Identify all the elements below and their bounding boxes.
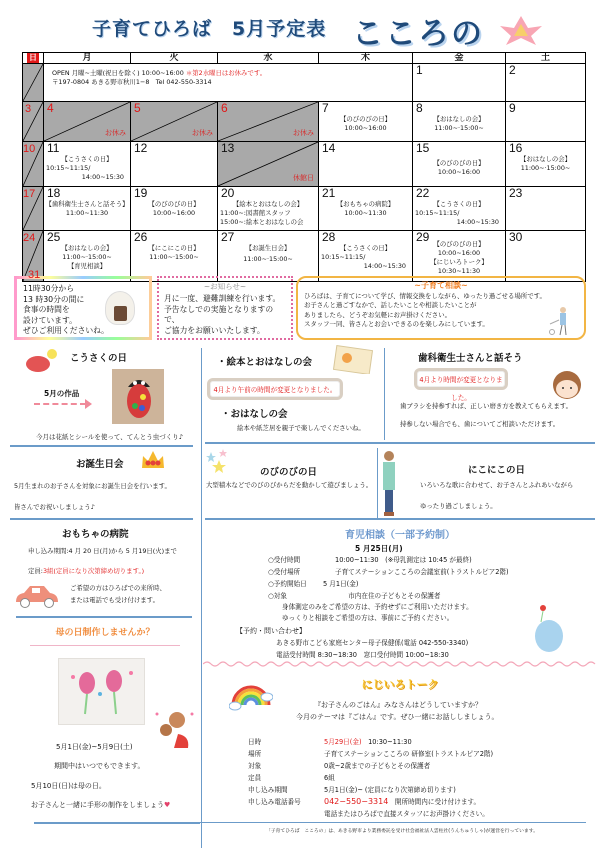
onigiri-icon	[105, 291, 135, 325]
day-cell: 9	[506, 102, 586, 142]
notice-line: 月に一度、避難訓練を行います。	[164, 294, 281, 303]
kousaku-label: 5月の作品	[44, 389, 80, 398]
calendar-week-4	[23, 187, 586, 231]
mothers-day-line-1: 期間中はいつでもできます。	[54, 762, 145, 770]
ikuji-contact-2: 電話受付時間 8:30~18:30 窓口受付時間 10:00~18:30	[276, 651, 449, 659]
ikuji-contact-1: あきる野市こども家庭センター母子保健係(電話 042-550-3340)	[276, 639, 469, 647]
ladybug-illustration-icon	[24, 348, 60, 374]
day-cell: 12	[131, 142, 218, 187]
divider	[34, 822, 200, 824]
nobinobi-text: 大型積木などでのびのびからだを動かして遊びましょう。	[206, 481, 373, 489]
ikuji-note-1: 身体測定のみをご希望の方は、予約せずにご利用いただけます。	[282, 603, 473, 611]
nijiiro-row: 場所 子育てステーションこころの 研修室(トラストルピア2階)	[248, 750, 494, 758]
dental-change-notice: 4月より時間が変更となりました。	[414, 368, 508, 390]
nijiiro-row: 日時 5月29日(金) 10:30~11:30	[248, 738, 412, 746]
day-cell: 25 【おはなしの会】 11:00~·15:00~ 【育児相談】	[44, 231, 131, 282]
birthday-title: お誕生日会	[76, 459, 124, 470]
weekday-fri: 金	[413, 53, 506, 64]
divider	[16, 616, 192, 618]
kousaku-section	[10, 344, 200, 444]
day-cell-closed: 13 休館日	[218, 142, 319, 187]
flower-icon	[498, 14, 544, 46]
open-hours: OPEN 月曜~土曜(祝日を除く) 10:00~16:00 ＊第2水曜日はお休みです。	[52, 69, 267, 77]
nobinobi-title: のびのびの日	[260, 467, 318, 478]
mothers-day-line-3: お子さんと一緒に手形の制作をしましょう♥	[31, 801, 171, 809]
lunch-line: 11時30分から	[23, 284, 75, 293]
ikuji-row: ○対象 市内在住の子どもとその保護者	[268, 592, 441, 600]
rainbow-icon	[229, 675, 273, 711]
sunday-cell: 10	[23, 142, 44, 187]
weekday-sat: 土	[506, 53, 586, 64]
lunch-time-box	[14, 276, 152, 340]
divider	[384, 348, 385, 440]
car-icon	[12, 582, 60, 610]
ohanashi-title: ・おはなしの会	[221, 409, 288, 420]
toy-hospital-line-2: または電話でも受け付けます。	[70, 596, 159, 604]
nijiiro-row: 申し込み電話番号 042−550−3314 開所時間内に受け付けます。	[248, 797, 481, 806]
weekday-thu: 木	[319, 53, 413, 64]
heart-icon: ♥	[164, 801, 171, 809]
bow-divider	[30, 645, 180, 646]
lunch-line: 13 時30分の間に	[23, 294, 85, 304]
nikoniko-line-2: ゆったり過ごしましょう。	[420, 502, 497, 510]
day-cell: 19 【のびのびの日】 10:00~16:00	[131, 187, 218, 231]
notice-line: ご協力をお願いいたします。	[164, 325, 265, 335]
staff-woman-icon	[379, 450, 399, 518]
ikuji-row: ○受付場所 子育てステーションこころの会議室前(トラストルピア2階)	[268, 568, 509, 576]
consult-line: お子さんと過ごすなかで、話したいことや相談したいことが	[304, 301, 477, 310]
sunday-cell: 3	[23, 102, 44, 142]
dental-title: 歯科衛生士さんと話そう	[418, 353, 523, 364]
notice-heading: ~お知らせ~	[203, 282, 247, 291]
divider	[10, 518, 193, 520]
ikuji-note-2: ゆっくりと相談をご希望の方は、事前にご予約ください。	[282, 614, 454, 622]
birthday-line-1: 5月生まれのお子さんを対象にお誕生日会を行います。	[14, 482, 171, 490]
lunch-line: 食事の時間を	[23, 305, 70, 314]
day-cell: 16 【おはなしの会】 11:00~·15:00~	[506, 142, 586, 187]
crown-icon	[140, 448, 166, 470]
dental-line-2: 持参しない場合でも、歯についてご相談いただけます。	[400, 420, 560, 428]
dolphin-icon	[527, 600, 567, 654]
lunch-line: 設けています。	[23, 315, 77, 325]
day-cell: 11 【こうさくの日】 10:15~11:15/ 14:00~15:30	[44, 142, 131, 187]
toy-hospital-title: おもちゃの病院	[62, 529, 129, 540]
day-cell-closed: 5 お休み	[131, 102, 218, 142]
ikuji-title: 育児相談（一部予約制）	[345, 530, 455, 541]
mothers-day-line-2: 5月10日(日)は母の日。	[31, 782, 106, 790]
day-cell: 30	[506, 231, 586, 282]
handprint-photo	[58, 658, 145, 725]
address: 〒197-0804 あきる野市秋川1−8 Tel 042-550-3314	[52, 78, 212, 86]
day-cell: 27 【お誕生日会】 11:00~·15:00~	[218, 231, 319, 282]
ehon-title: ・絵本とおはなしの会	[217, 357, 313, 368]
day-cell: 28 【こうさくの日】 10:15~11:15/ 14:00~15:30	[319, 231, 413, 282]
mothers-day-title: 母の日制作しませんか？	[55, 628, 155, 638]
divider	[205, 518, 595, 520]
weekday-header-row	[23, 53, 586, 64]
ikuji-row: ○受付時間 10:00~11:30 (※母乳測定は 10:45 が最終)	[268, 556, 472, 564]
divider	[10, 445, 193, 447]
notice-box	[157, 276, 293, 340]
wavy-divider	[203, 660, 596, 668]
ladybug-craft-icon	[126, 373, 152, 419]
ohanashi-text: 絵本や紙芝居を親子で楽しんでくださいね。	[237, 424, 365, 432]
calendar-week-5	[23, 231, 586, 282]
mother-child-icon	[152, 708, 196, 748]
consult-heading: ~子育て相談~	[414, 281, 468, 290]
day-cell: 18 【歯科衛生士さんと話そう】 11:00~11:30	[44, 187, 131, 231]
nijiiro-row: 対象 0歳~2歳までの子どもとその保護者	[248, 762, 431, 770]
birthday-section	[10, 448, 200, 518]
picture-book-icon	[333, 344, 373, 374]
day-cell: 8 【おはなしの会】 11:00~·15:00~	[413, 102, 506, 142]
kousaku-caption: 今月は花紙とシールを使って、てんとう虫づくり♪	[36, 433, 183, 441]
divider	[201, 348, 202, 848]
birthday-line-2: 皆さんでお祝いしましょう♪	[14, 503, 95, 511]
divider	[200, 822, 586, 823]
weekday-sun: 日	[23, 53, 44, 64]
ikuji-date: 5 月25日(月)	[355, 544, 403, 553]
day-cell: 23	[506, 187, 586, 231]
calendar-week-1	[23, 64, 586, 102]
toy-hospital-line-1: ご希望の方はひろばでの来所時、	[70, 584, 166, 592]
divider	[377, 448, 378, 518]
weekday-wed: 水	[218, 53, 319, 64]
weekday-tue: 火	[131, 53, 218, 64]
ikuji-row: ○予約開始日 5 月1日(金)	[268, 580, 359, 588]
day-cell: 15 【のびのびの日】 10:00~16:00	[413, 142, 506, 187]
calendar-week-3	[23, 142, 586, 187]
footer-text: 「子育てひろば こころの」は、あきる野市より業務委託を受け社会福祉法人雲柱社(うんちゅうしゃ)が運営を行っています。	[266, 829, 538, 834]
consult-line: ありましたら、どうぞお気軽にお声掛けください。	[304, 310, 451, 319]
consult-line: ひろばは、子育てについて学び、情報交換をしながら、ゆったり過ごせる場所です。	[304, 292, 546, 300]
nijiiro-intro-1: 『お子さんのごはん』みなさんはどうしていますか？	[314, 701, 482, 709]
notice-line: 予告なしでの実施となりますので、	[164, 304, 274, 324]
weekday-mon: 月	[44, 53, 131, 64]
consult-line: スタッフ一同、皆さんとお会いできるのを楽しみにしています。	[304, 319, 489, 328]
ikuji-contact-heading: 【予約・問い合わせ】	[236, 627, 306, 635]
parenting-consult-box	[296, 276, 586, 340]
day-cell: 2	[506, 64, 586, 102]
day-cell: 29 【のびのびの日】 10:00~16:00 【にじいろトーク】 10:30~11:30	[413, 231, 506, 282]
calendar-week-2	[23, 102, 586, 142]
day-cell-closed: 4 お休み	[44, 102, 131, 142]
arrow-right-icon	[34, 403, 86, 405]
nijiiro-note: 電話またはひろばで直接スタッフにお声掛けください。	[324, 810, 489, 818]
toy-hospital-period: 申し込み期間:4 月 20 日(月)から 5 月19日(火)まで	[28, 547, 177, 555]
day-cell: 21 【おもちゃの病院】 10:00~11:30	[319, 187, 413, 231]
day-cell: 22 【こうさくの日】 10:15~11:15/ 14:00~15:30	[413, 187, 506, 231]
sunday-cell	[23, 64, 44, 102]
brand-title: こころの	[352, 16, 484, 52]
dental-line-1: 歯ブラシを持参すれば、正しい磨き方を教えてもらえます。	[400, 402, 573, 410]
day-cell: 26 【にこにこの日】 11:00~·15:00~	[131, 231, 218, 282]
day-cell-closed: 6 お休み	[218, 102, 319, 142]
nikoniko-line-1: いろいろな歌に合わせて、お子さんとふれあいながら	[420, 481, 574, 489]
page-header	[0, 0, 606, 50]
sunday-cell: 24 31	[23, 231, 44, 282]
kousaku-title: こうさくの日	[70, 353, 128, 364]
day-cell: 20 【絵本とおはなしの会】 11:00~:図書館スタッフ 15:00~:絵本とおはなしの会	[218, 187, 319, 231]
nijiiro-talk-title: にじいろトーク	[361, 678, 439, 691]
day-cell: 7 【のびのびの日】 10:00~16:00	[319, 102, 413, 142]
ehon-section	[205, 344, 383, 442]
day-cell: 14	[319, 142, 413, 187]
sunday-cell: 17	[23, 187, 44, 231]
stars-icon	[205, 448, 235, 474]
page-title: 子育てひろば 5月予定表	[92, 18, 327, 40]
boy-thinking-icon	[551, 366, 583, 400]
stroller-icon	[548, 306, 570, 336]
handprint-flower-icon	[59, 659, 144, 724]
nijiiro-row: 定員 6組	[248, 774, 335, 782]
open-info-cell	[44, 64, 413, 102]
nikoniko-title: にこにこの日	[468, 465, 526, 476]
nijiiro-row: 申し込み期間 5月1日(金)~ (定員になり次第締め切ります)	[248, 786, 456, 794]
ehon-change-notice: 4月より午前の時間が変更となりました。	[207, 378, 343, 400]
lunch-line: ぜひご利用くださいね。	[23, 326, 109, 335]
toy-hospital-capacity: 定員:3組(定員になり次第締め切ります。)	[28, 567, 145, 575]
nijiiro-intro-2: 今月のテーマは『ごはん』です。ぜひ一緒にお話ししましょう。	[296, 713, 499, 721]
mothers-day-period: 5月1日(金)~5月9日(土)	[56, 743, 133, 751]
day-cell: 1	[413, 64, 506, 102]
divider	[205, 442, 595, 444]
calendar-table	[22, 52, 586, 282]
